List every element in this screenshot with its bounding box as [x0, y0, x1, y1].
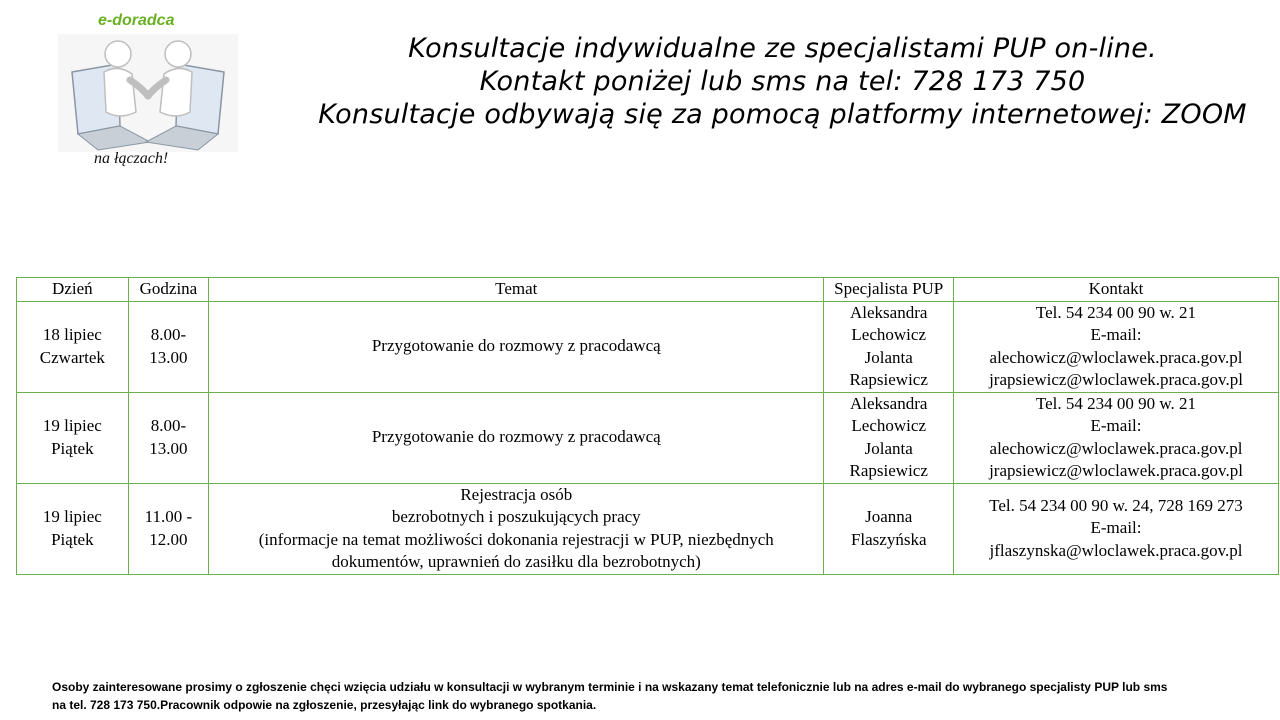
cell-line: Lechowicz: [851, 416, 926, 435]
cell-line: Aleksandra: [850, 393, 928, 413]
cell-topic: [209, 483, 824, 574]
consultation-schedule-table: [16, 277, 1279, 575]
cell-contact: [954, 392, 1279, 483]
contact-email-label: E-mail:: [1090, 518, 1142, 538]
cell-line: bezrobotnych i poszukujących pracy: [391, 507, 641, 526]
cell-line: Flaszyńska: [850, 529, 927, 549]
handshake-laptops-icon: [58, 34, 238, 152]
cell-line: Przygotowanie do rozmowy z pracodawcą: [371, 427, 661, 447]
column-header-day: Dzień: [17, 278, 129, 302]
cell-line: 11.00 -: [144, 507, 193, 526]
table-row: [17, 483, 1279, 574]
contact-phone: Tel. 54 234 00 90 w. 21: [1035, 302, 1197, 322]
cell-line: Jolanta: [864, 438, 913, 458]
table-row: [17, 392, 1279, 483]
cell-topic: [209, 392, 824, 483]
cell-specialist: [824, 392, 954, 483]
cell-line: (informacje na temat możliwości dokonania rejestracji w PUP, niezbędnych: [258, 529, 774, 549]
headline-line: Konsultacje odbywają się za pomocą platformy internetowej: ZOOM: [318, 99, 1247, 130]
cell-contact: [954, 301, 1279, 392]
cell-line: Przygotowanie do rozmowy z pracodawcą: [371, 336, 661, 356]
cell-line: Piątek: [51, 438, 94, 458]
cell-line: Czwartek: [39, 347, 105, 367]
cell-line: Rapsiewicz: [849, 370, 928, 389]
contact-phone: Tel. 54 234 00 90 w. 21: [1035, 393, 1197, 413]
cell-specialist: [824, 301, 954, 392]
contact-email-label: E-mail:: [1090, 325, 1142, 344]
cell-line: Piątek: [51, 529, 94, 549]
footer-line: na tel. 728 173 750.Pracownik odpowie na zgłoszenie, przesyłając link do wybranego spotkania.: [52, 698, 597, 712]
table-header-row: [17, 278, 1279, 302]
cell-line: 8.00-: [150, 416, 187, 435]
column-header-topic: Temat: [209, 278, 824, 302]
cell-line: Lechowicz: [851, 325, 926, 344]
headline: [290, 32, 1275, 131]
cell-line: 18 lipiec: [42, 325, 102, 344]
e-doradca-logo: [58, 10, 238, 175]
cell-hour: [128, 483, 208, 574]
cell-line: 12.00: [149, 529, 188, 549]
cell-line: 8.00-: [150, 325, 187, 344]
contact-email-link[interactable]: jrapsiewicz@wloclawek.praca.gov.pl: [989, 461, 1243, 480]
cell-day: [17, 392, 129, 483]
footer-note: [52, 678, 1262, 714]
cell-line: 19 lipiec: [42, 416, 102, 435]
cell-line: 13.00: [149, 438, 188, 458]
cell-line: Jolanta: [864, 347, 913, 367]
cell-line: Aleksandra: [850, 302, 928, 322]
logo-subtitle: na łączach!: [94, 150, 169, 167]
column-header-specialist: Specjalista PUP: [824, 278, 954, 302]
cell-line: dokumentów, uprawnień do zasiłku dla bezrobotnych): [331, 552, 701, 571]
cell-topic: [209, 301, 824, 392]
column-header-hour: Godzina: [128, 278, 208, 302]
headline-line: Konsultacje indywidualne ze specjalistami PUP on-line.: [408, 33, 1157, 64]
cell-contact: [954, 483, 1279, 574]
cell-hour: [128, 392, 208, 483]
contact-email-link[interactable]: jflaszynska@wloclawek.praca.gov.pl: [989, 540, 1243, 560]
cell-line: 13.00: [149, 347, 188, 367]
contact-phone: Tel. 54 234 00 90 w. 24, 728 169 273: [989, 495, 1243, 515]
headline-line: Kontakt poniżej lub sms na tel: 728 173 750: [479, 66, 1086, 97]
column-header-contact: Kontakt: [954, 278, 1279, 302]
cell-line: Joanna: [865, 507, 913, 526]
logo-title: e-doradca: [98, 12, 175, 29]
cell-line: Rejestracja osób: [460, 484, 573, 504]
cell-specialist: [824, 483, 954, 574]
cell-day: [17, 483, 129, 574]
cell-line: Rapsiewicz: [849, 461, 928, 480]
footer-line: Osoby zainteresowane prosimy o zgłoszenie chęci wzięcia udziału w konsultacji w wybranym terminie i na wskazany temat telefonicznie lub na adres e-mail do wybranego specjalisty PUP lub sms: [52, 680, 1168, 694]
cell-hour: [128, 301, 208, 392]
contact-email-link[interactable]: alechowicz@wloclawek.praca.gov.pl: [989, 347, 1243, 367]
cell-day: [17, 301, 129, 392]
cell-line: 19 lipiec: [42, 507, 102, 526]
contact-email-link[interactable]: jrapsiewicz@wloclawek.praca.gov.pl: [989, 370, 1243, 389]
table-row: [17, 301, 1279, 392]
contact-email-link[interactable]: alechowicz@wloclawek.praca.gov.pl: [989, 438, 1243, 458]
contact-email-label: E-mail:: [1090, 416, 1142, 435]
